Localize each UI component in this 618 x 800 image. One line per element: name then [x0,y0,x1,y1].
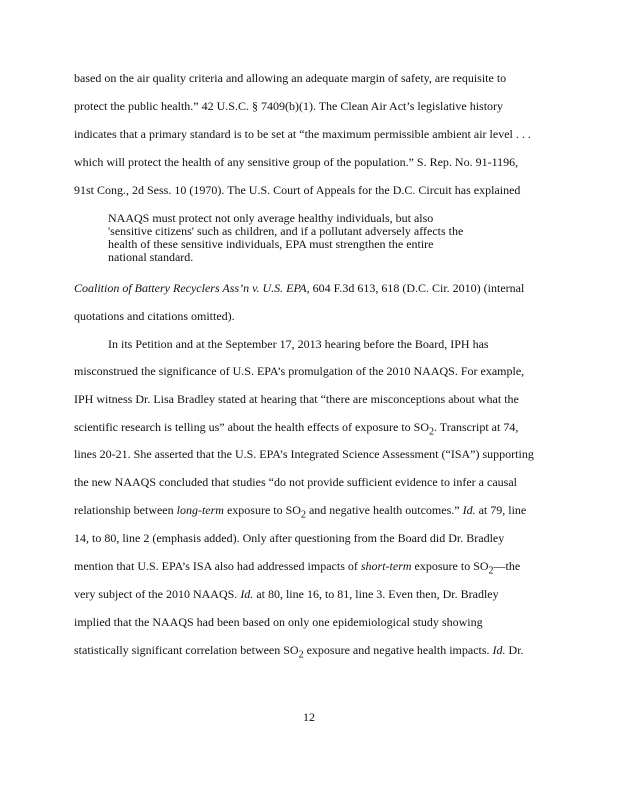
body-line: quotations and citations omitted). [74,309,235,323]
body-line: lines 20-21. She asserted that the U.S. EPA’s Integrated Science Assessment (“ISA”) supporting [74,447,534,461]
body-line: IPH witness Dr. Lisa Bradley stated at hearing that “there are misconceptions about what the [74,392,519,406]
body-line: the new NAAQS concluded that studies “do not provide sufficient evidence to infer a causal [74,475,517,489]
page-number: 12 [303,710,315,724]
block-quote-line: national standard. [108,250,194,264]
citation-reporter: , 604 F.3d 613, 618 (D.C. Cir. 2010) (internal [306,281,525,295]
case-citation [74,281,524,295]
body-line: scientific research is telling us” about the health effects of exposure to $SO_2$. Transcript at 74, [74,420,519,438]
body-line: which will protect the health of any sensitive group of the population.” S. Rep. No. 91-1196, [74,155,519,169]
body-line: mention that U.S. EPA’s ISA also had addressed impacts of short-term exposure to $SO_2—the$ [74,559,521,577]
body-line: relationship between long-term exposure to $SO_2$ and negative health outcomes.” Id. at 79, line [74,503,527,521]
block-quote-line: NAAQS must protect not only average healthy individuals, but also [108,211,434,225]
case-name: Coalition of Battery Recyclers Ass’n v. U.S. EPA [74,281,307,295]
body-line: statistically significant correlation between $SO_2$ exposure and negative health impacts. Id. Dr. [74,643,524,661]
body-line: implied that the NAAQS had been based on only one epidemiological study showing [74,615,483,629]
body-line: protect the public health.” 42 U.S.C. § 7409(b)(1). The Clean Air Act’s legislative history [74,99,504,113]
body-line: misconstrued the significance of U.S. EPA’s promulgation of the 2010 NAAQS. For example, [74,364,525,378]
body-line: indicates that a primary standard is to be set at “the maximum permissible ambient air level . . . [74,127,531,141]
paragraph-first-line: In its Petition and at the September 17, 2013 hearing before the Board, IPH has [108,337,489,351]
body-line: 91st Cong., 2d Sess. 10 (1970). The U.S. Court of Appeals for the D.C. Circuit has explained [74,183,521,197]
block-quote-line: health of these sensitive individuals, EPA must strengthen the entire [108,237,434,251]
body-line: very subject of the 2010 NAAQS. Id. at 80, line 16, to 81, line 3. Even then, Dr. Bradley [74,587,499,601]
body-line: based on the air quality criteria and allowing an adequate margin of safety, are requisite to [74,71,507,85]
block-quote-line: 'sensitive citizens' such as children, and if a pollutant adversely affects the [108,224,464,238]
body-line: 14, to 80, line 2 (emphasis added). Only after questioning from the Board did Dr. Bradley [74,531,505,545]
